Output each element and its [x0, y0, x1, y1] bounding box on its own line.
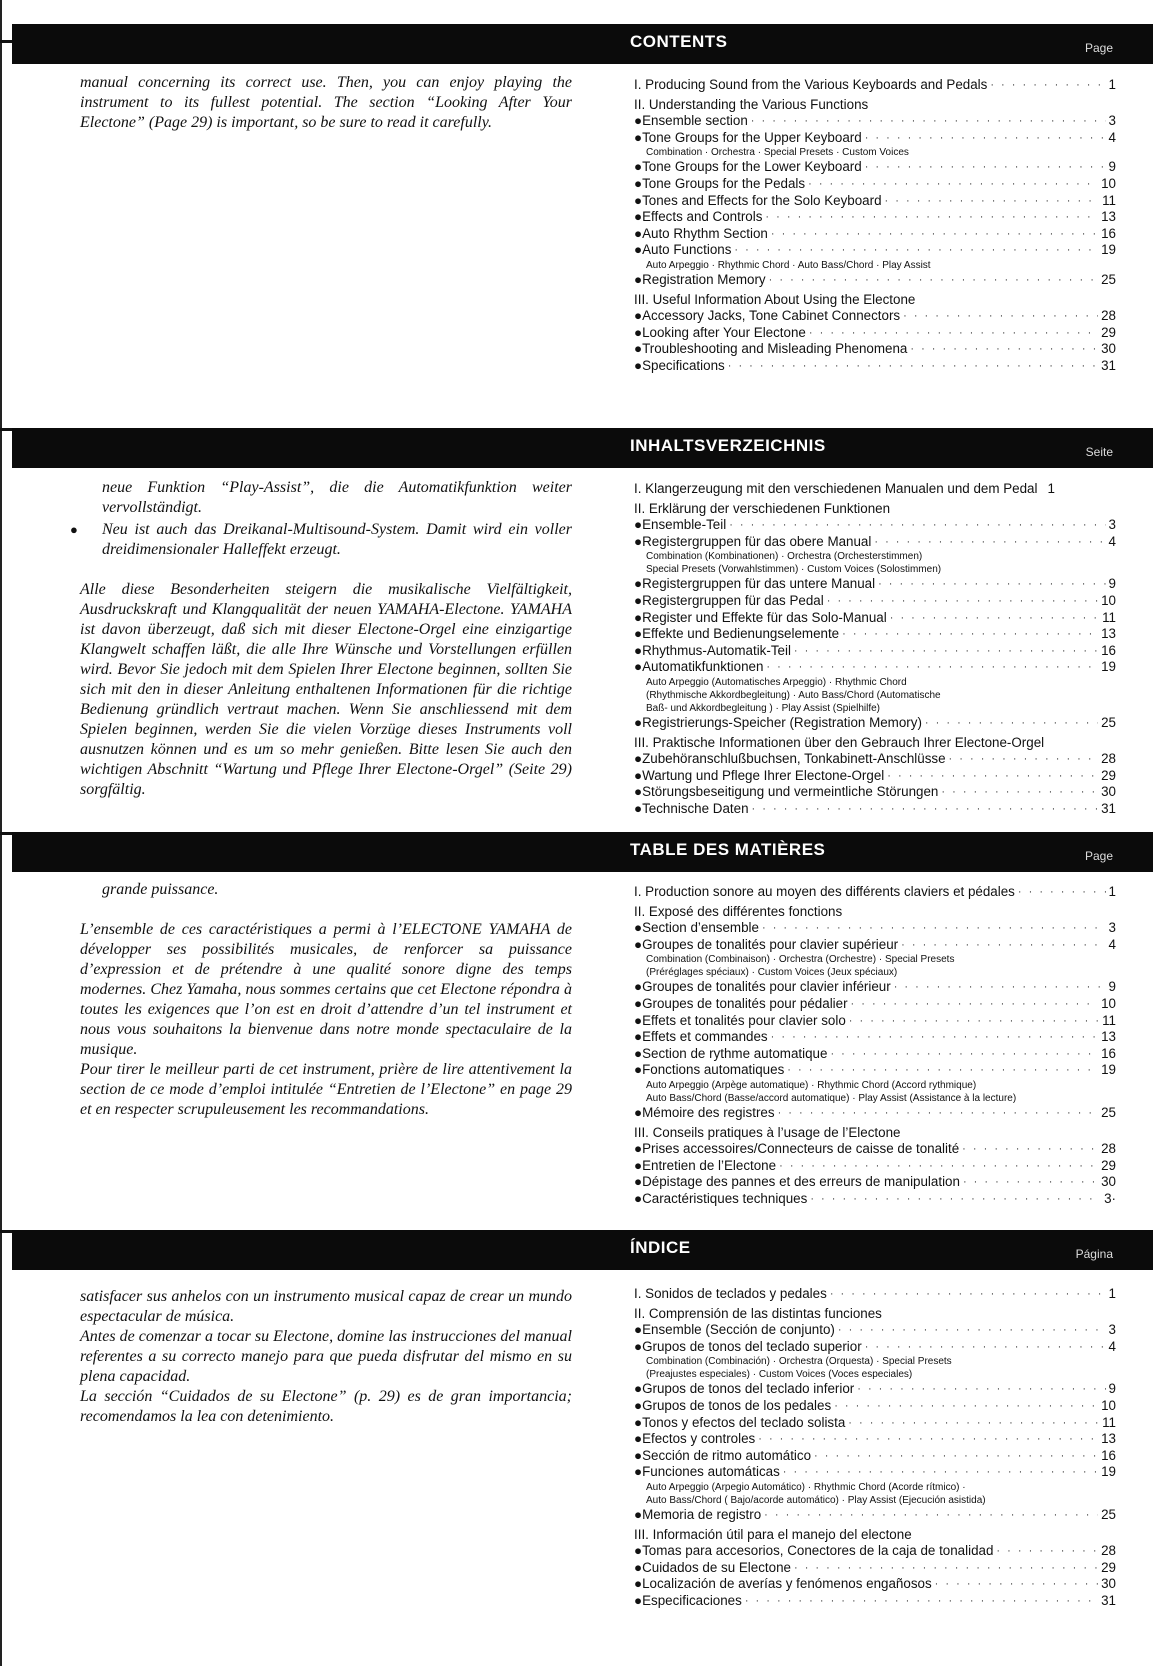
section-header-bar	[12, 428, 1153, 468]
table-of-contents	[634, 1283, 1116, 1610]
toc-entry	[634, 1046, 1116, 1063]
toc-subentry: Auto Arpeggio (Arpegio Automático) · Rhythmic Chord (Acorde rítmico) ·	[646, 1481, 966, 1493]
toc-entry-label: ●Grupos de tonos del teclado superior	[634, 1338, 862, 1354]
toc-page-number: 19	[1101, 242, 1116, 258]
intro-text	[80, 1287, 572, 1427]
toc-page-number: 31	[1101, 1592, 1116, 1608]
toc-entry-label: ●Registergruppen für das Pedal	[634, 592, 824, 608]
intro-lead: grande puissance.	[102, 881, 219, 898]
dot-leader	[894, 979, 1106, 996]
toc-page-number: 30	[1101, 341, 1116, 357]
toc-entry-label: ●Störungsbeseitigung und vermeintliche Störungen	[634, 784, 939, 800]
toc-entry	[634, 626, 1116, 643]
toc-entry-label: II. Comprensión de las distintas funciones	[634, 1305, 882, 1321]
section-header-bar	[12, 24, 1153, 64]
toc-page-number: 3	[1108, 920, 1116, 936]
toc-page-number: 29	[1101, 1559, 1116, 1575]
dot-leader	[874, 534, 1105, 551]
page-column-label: Page	[1084, 849, 1113, 863]
toc-entry	[634, 1415, 1116, 1432]
toc-entry-label: ●Registergruppen für das untere Manual	[634, 576, 876, 592]
toc-entry-label: II. Understanding the Various Functions	[634, 96, 869, 112]
toc-page-number: 1	[1108, 77, 1116, 92]
toc-entry-label: ●Funciones automáticas	[634, 1464, 780, 1480]
toc-entry-label: ●Auto Functions	[634, 242, 732, 258]
section-header-bar	[12, 1230, 1153, 1270]
intro-lead: neue Funktion “Play-Assist”, die die Automatikfunktion weiter vervollständigt.	[102, 479, 572, 516]
dot-leader	[996, 1543, 1098, 1560]
toc-entry-label: ●Tonos y efectos del teclado solista	[634, 1414, 846, 1430]
toc-page-number: 16	[1101, 225, 1116, 241]
dot-leader	[949, 751, 1099, 768]
toc-entry-label: I. Producing Sound from the Various Keyboards and Pedals	[634, 77, 988, 92]
toc-entry	[634, 308, 1116, 325]
toc-page-number: 16	[1101, 642, 1116, 658]
toc-page-number: 30	[1101, 1576, 1116, 1592]
toc-page-number: 13	[1101, 626, 1116, 642]
intro-text	[80, 73, 572, 133]
table-of-contents	[634, 881, 1116, 1208]
toc-entry-label: ●Registrierungs-Speicher (Registration Memory)	[634, 714, 922, 730]
dot-leader	[963, 1174, 1098, 1191]
dot-leader	[766, 659, 1098, 676]
toc-page-number: 25	[1101, 714, 1116, 730]
toc-entry-label: ●Specifications	[634, 357, 725, 373]
toc-entry-label: ●Groupes de tonalités pour pédalier	[634, 995, 848, 1011]
toc-page-number: 28	[1101, 1543, 1116, 1559]
toc-page-number: 16	[1101, 1447, 1116, 1463]
dot-leader	[751, 113, 1106, 130]
toc-entry	[634, 1448, 1116, 1465]
toc-entry-label: ●Entretien de l’Electone	[634, 1157, 777, 1173]
toc-page-number: 3	[1108, 113, 1116, 129]
dot-leader	[851, 996, 1099, 1013]
toc-entry	[634, 1464, 1116, 1481]
toc-part-heading	[634, 292, 1116, 309]
toc-entry	[634, 1062, 1116, 1079]
page-column-label: Página	[1075, 1247, 1113, 1261]
toc-entry-label: ●Prises accessoires/Connecteurs de caisse de tonalité	[634, 1141, 960, 1157]
toc-part-heading	[634, 904, 1116, 921]
dot-leader	[885, 193, 1100, 210]
toc-entry-label: ●Effekte und Bedienungselemente	[634, 626, 840, 642]
dot-leader	[849, 1013, 1099, 1030]
toc-entry	[634, 1593, 1116, 1610]
intro-paragraph: L’ensemble de ces caractéristiques a permi à l’ELECTONE YAMAHA de développer ses possibilités musicales, de renforcer sa puissance d’expression et de prétendre à une qualité sonore digne des temps modernes. Chez Yamaha, nous sommes certains que cet Electone répondra à toutes les exigences que l’on est en droit d’attendre d’un tel instrument et nous vous souhaitons la bienvenue dans notre monde spectaculaire de la musique.	[80, 921, 572, 1058]
toc-entry-label: ●Wartung und Pflege Ihrer Electone-Orgel	[634, 767, 885, 783]
toc-subentry: Combination (Combinación) · Orchestra (Orquesta) · Special Presets	[646, 1356, 952, 1368]
toc-page-number: 1	[1108, 884, 1116, 899]
dot-leader	[935, 1576, 1098, 1593]
toc-entry	[634, 325, 1116, 342]
toc-page-number: 1	[1108, 1286, 1116, 1301]
page-column-label: Seite	[1085, 445, 1113, 459]
dot-leader	[769, 272, 1098, 289]
toc-entry	[634, 1158, 1116, 1175]
toc-entry-label: III. Praktische Informationen über den Gebrauch Ihrer Electone-Orgel	[634, 734, 1045, 750]
toc-entry-label: ●Tone Groups for the Upper Keyboard	[634, 129, 862, 145]
toc-subentry: Auto Arpeggio (Automatisches Arpeggio) · Rhythmic Chord	[646, 676, 907, 688]
page-column-label: Page	[1084, 41, 1113, 55]
toc-entry	[634, 920, 1116, 937]
toc-entry-label: ●Ensemble-Teil	[634, 517, 727, 533]
dot-leader	[830, 1046, 1098, 1063]
toc-entry	[634, 784, 1116, 801]
toc-entry	[634, 193, 1116, 210]
dot-leader	[762, 920, 1106, 937]
toc-entry-label: ●Grupos de tonos de los pedales	[634, 1397, 832, 1413]
intro-paragraph: La sección “Cuidados de su Electone” (p. 29) es de gran importancia; recomendamos la lea con detenimiento.	[80, 1388, 572, 1425]
toc-entry-label: ●Mémoire des registres	[634, 1104, 775, 1120]
toc-entry-label: ●Effets et commandes	[634, 1029, 768, 1045]
table-of-contents	[634, 74, 1116, 375]
dot-leader	[925, 715, 1098, 732]
dot-leader	[1018, 884, 1106, 901]
dot-leader	[765, 209, 1098, 226]
toc-entry-label: ●Cuidados de su Electone	[634, 1559, 791, 1575]
toc-part-heading	[634, 884, 1116, 901]
dot-leader	[848, 1415, 1099, 1432]
toc-page-number: 30	[1101, 1174, 1116, 1190]
toc-entry-label: I. Production sonore au moyen des différents claviers et pédales	[634, 884, 1015, 899]
toc-entry	[634, 1381, 1116, 1398]
toc-entry	[634, 659, 1116, 676]
toc-entry-label: ●Especificaciones	[634, 1592, 742, 1608]
toc-page-number: 29	[1101, 1157, 1116, 1173]
toc-page-number: 3·	[1104, 1190, 1116, 1206]
toc-entry-label: ●Rhythmus-Automatik-Teil	[634, 642, 791, 658]
toc-page-number: 11	[1102, 1012, 1116, 1028]
section-title: INHALTSVERZEICHNIS	[630, 436, 826, 455]
toc-entry	[634, 1543, 1116, 1560]
intro-text	[80, 880, 572, 1120]
toc-subentry: Auto Arpeggio · Rhythmic Chord · Auto Bass/Chord · Play Assist	[646, 259, 931, 271]
toc-page-number: 3	[1108, 1322, 1116, 1338]
toc-part-heading	[634, 481, 1116, 498]
toc-part-heading	[634, 1286, 1116, 1303]
toc-entry	[634, 1174, 1116, 1191]
intro-paragraph: Alle diese Besonderheiten steigern die musikalische Vielfältigkeit, Ausdruckskraft und Klangqualität der neuen YAMAHA-Electone. YAMAHA ist davon überzeugt, daß sich mit dieser Electone-Orgel eine einzigartige Klangwelt schaffen läßt, die alle Ihre Wünsche und Vorstellungen erfüllen wird. Bevor Sie jedoch mit dem Spielen Ihrer Electone beginnen, sollten Sie sich mit den in dieser Anleitung enthaltenen Informationen für die richtige Bedienung gründlich vertraut machen. Wenn Sie anschliessend mit dem Spielen beginnen, werden Sie die vielen Vorzüge dieses Instruments voll ausnutzen können und es um so mehr genießen. Bitte lesen Sie auch den wichtigen Abschnitt “Wartung und Pflege Ihrer Electone-Orgel” (Seite 29) sorgfältig.	[80, 581, 572, 798]
table-of-contents	[634, 478, 1116, 818]
dot-leader	[771, 1029, 1098, 1046]
dot-leader	[734, 242, 1098, 259]
toc-page-number: 25	[1101, 271, 1116, 287]
toc-subentry: (Rhythmische Akkordbegleitung) · Auto Bass/Chord (Automatische	[646, 689, 941, 701]
toc-part-heading	[634, 735, 1116, 752]
toc-page-number: 9	[1108, 159, 1116, 175]
toc-entry	[634, 576, 1116, 593]
toc-entry	[634, 1141, 1116, 1158]
toc-entry-label: III. Useful Information About Using the Electone	[634, 291, 916, 307]
intro-paragraph: Pour tirer le meilleur parti de cet instrument, prière de lire attentivement la section de ce mode d’emploi intitulée “Entretien de l’Electone” en page 29 et en respecter scrupuleusement les recommandations.	[80, 1061, 572, 1118]
toc-entry	[634, 1029, 1116, 1046]
toc-entry-label: III. Información útil para el manejo del electone	[634, 1526, 912, 1542]
dot-leader	[729, 517, 1105, 534]
toc-entry	[634, 1507, 1116, 1524]
toc-entry	[634, 1560, 1116, 1577]
toc-entry	[634, 1431, 1116, 1448]
dot-leader	[838, 1322, 1106, 1339]
toc-entry-label: I. Klangerzeugung mit den verschiedenen Manualen und dem Pedal	[634, 481, 1038, 496]
toc-page-number: 3	[1108, 517, 1116, 533]
dot-leader	[810, 1191, 1101, 1208]
toc-entry	[634, 358, 1116, 375]
dot-leader	[865, 130, 1106, 147]
toc-entry-label: ●Effets et tonalités pour clavier solo	[634, 1012, 846, 1028]
dot-leader	[910, 341, 1098, 358]
toc-part-heading	[634, 501, 1116, 518]
toc-entry-label: ●Grupos de tonos del teclado inferior	[634, 1381, 855, 1397]
toc-entry	[634, 209, 1116, 226]
dot-leader	[827, 593, 1098, 610]
toc-entry	[634, 534, 1116, 551]
toc-page-number: 10	[1101, 175, 1116, 191]
toc-page-number: 29	[1101, 324, 1116, 340]
toc-page-number: 19	[1101, 659, 1116, 675]
toc-page-number: 13	[1101, 1431, 1116, 1447]
toc-entry	[634, 979, 1116, 996]
toc-entry-label: ●Groupes de tonalités pour clavier inférieur	[634, 979, 891, 995]
toc-entry-label: ●Registration Memory	[634, 271, 766, 287]
dot-leader	[814, 1448, 1098, 1465]
section-header-bar	[12, 832, 1153, 872]
toc-entry	[634, 1013, 1116, 1030]
toc-subentry: (Preajustes especiales) · Custom Voices (Voces especiales)	[646, 1369, 913, 1381]
dot-leader	[778, 1105, 1099, 1122]
dot-leader	[890, 610, 1099, 627]
toc-entry-label: ●Registergruppen für das obere Manual	[634, 533, 872, 549]
toc-part-heading	[634, 97, 1116, 114]
toc-entry	[634, 751, 1116, 768]
toc-entry	[634, 593, 1116, 610]
toc-page-number: 28	[1101, 1141, 1116, 1157]
toc-page-number: 31	[1101, 800, 1116, 816]
dot-leader	[764, 1507, 1098, 1524]
toc-entry-label: ●Section de rythme automatique	[634, 1045, 828, 1061]
toc-entry	[634, 1322, 1116, 1339]
dot-leader	[857, 1381, 1105, 1398]
toc-page-number: 4	[1108, 129, 1116, 145]
toc-entry	[634, 226, 1116, 243]
toc-page-number: 30	[1101, 784, 1116, 800]
toc-entry-label: ●Register und Effekte für das Solo-Manual	[634, 609, 887, 625]
toc-entry	[634, 341, 1116, 358]
dot-leader	[865, 159, 1106, 176]
dot-leader	[745, 1593, 1098, 1610]
dot-leader	[794, 1560, 1098, 1577]
toc-entry-label: ●Caractéristiques techniques	[634, 1190, 808, 1206]
toc-page-number: 4	[1108, 936, 1116, 952]
intro-bullet: ● Neu ist auch das Dreikanal-Multisound-System. Damit wird ein voller dreidimensionaler Halleffekt erzeugt.	[80, 520, 572, 560]
toc-page-number: 19	[1101, 1464, 1116, 1480]
toc-entry-label: ●Ensemble section	[634, 113, 748, 129]
toc-subentry: Auto Bass/Chord (Basse/accord automatique) · Play Assist (Assistance à la lecture)	[646, 1092, 1017, 1104]
toc-entry	[634, 242, 1116, 259]
toc-entry-label: ●Tone Groups for the Pedals	[634, 175, 806, 191]
toc-entry-label: ●Troubleshooting and Misleading Phenomena	[634, 341, 908, 357]
toc-entry-label: ●Technische Daten	[634, 800, 749, 816]
dot-leader	[728, 358, 1098, 375]
toc-entry	[634, 113, 1116, 130]
toc-entry	[634, 801, 1116, 818]
toc-page-number: 4	[1108, 1338, 1116, 1354]
toc-subentry: Combination · Orchestra · Special Presets · Custom Voices	[646, 147, 909, 159]
toc-entry-label: ●Sección de ritmo automático	[634, 1447, 812, 1463]
toc-page-number: 10	[1101, 995, 1116, 1011]
toc-subentry: Baß- und Akkordbegleitung ) · Play Assist (Spielhilfe)	[646, 702, 880, 714]
dot-leader	[941, 784, 1098, 801]
dot-leader	[771, 226, 1098, 243]
toc-entry	[634, 937, 1116, 954]
toc-subentry: Special Presets (Vorwahlstimmen) · Custom Voices (Solostimmen)	[646, 564, 942, 576]
dot-leader	[887, 768, 1098, 785]
toc-page-number: 25	[1101, 1104, 1116, 1120]
section-title: TABLE DES MATIÈRES	[630, 840, 826, 859]
toc-page-number: 25	[1101, 1506, 1116, 1522]
toc-entry	[634, 1398, 1116, 1415]
toc-page-number: 9	[1108, 576, 1116, 592]
toc-entry	[634, 176, 1116, 193]
toc-page-number: 13	[1101, 209, 1116, 225]
intro-text	[80, 478, 572, 800]
toc-entry	[634, 1576, 1116, 1593]
dot-leader	[779, 1158, 1098, 1175]
toc-page-number: 9	[1108, 1381, 1116, 1397]
toc-entry	[634, 1105, 1116, 1122]
dot-leader	[865, 1339, 1106, 1356]
toc-entry	[634, 610, 1116, 627]
toc-page-number: 9	[1108, 979, 1116, 995]
toc-entry-label: ●Efectos y controles	[634, 1431, 756, 1447]
dot-leader	[878, 576, 1105, 593]
dot-leader	[808, 176, 1098, 193]
toc-entry	[634, 130, 1116, 147]
toc-entry	[634, 996, 1116, 1013]
intro-paragraph: Antes de comenzar a tocar su Electone, domine las instrucciones del manual referentes a su correcto manejo para que pueda disfrutar del mismo en su plena capacidad.	[80, 1328, 572, 1385]
dot-leader	[842, 626, 1098, 643]
intro-paragraph: satisfacer sus anhelos con un instrumento musical capaz de crear un mundo espectacular de música.	[80, 1288, 572, 1325]
toc-entry-label: II. Erklärung der verschiedenen Funktionen	[634, 500, 891, 516]
dot-leader	[787, 1062, 1098, 1079]
section-title: CONTENTS	[630, 32, 728, 51]
toc-page-number: 11	[1102, 1414, 1116, 1430]
toc-page-number: 28	[1101, 308, 1116, 324]
toc-part-heading	[634, 77, 1116, 94]
toc-subentry: Auto Bass/Chord ( Bajo/acorde automático) · Play Assist (Ejecución asistida)	[646, 1494, 986, 1506]
toc-entry	[634, 768, 1116, 785]
toc-entry-label: ●Zubehöranschlußbuchsen, Tonkabinett-Anschlüsse	[634, 751, 946, 767]
toc-subentry: (Préréglages spéciaux) · Custom Voices (Jeux spéciaux)	[646, 967, 898, 979]
toc-subentry: Combination (Combinaison) · Orchestra (Orchestre) · Special Presets	[646, 954, 955, 966]
toc-page-number: 31	[1101, 357, 1116, 373]
toc-entry	[634, 1339, 1116, 1356]
toc-entry-label: II. Exposé des différentes fonctions	[634, 903, 843, 919]
toc-entry	[634, 715, 1116, 732]
section-title: ÍNDICE	[630, 1238, 691, 1257]
toc-entry-label: ●Ensemble (Sección de conjunto)	[634, 1322, 835, 1338]
toc-entry-label: ●Localización de averías y fenómenos engañosos	[634, 1576, 932, 1592]
toc-entry-label: ●Auto Rhythm Section	[634, 225, 768, 241]
toc-subentry: Auto Arpeggio (Arpège automatique) · Rhythmic Chord (Accord rythmique)	[646, 1079, 977, 1091]
toc-part-heading	[634, 1125, 1116, 1142]
dot-leader	[758, 1431, 1098, 1448]
toc-page-number: 10	[1101, 592, 1116, 608]
toc-page-number: 10	[1101, 1397, 1116, 1413]
toc-entry-label: ●Tomas para accesorios, Conectores de la caja de tonalidad	[634, 1543, 994, 1559]
toc-entry-label: ●Memoria de registro	[634, 1506, 762, 1522]
toc-entry-label: ●Dépistage des pannes et des erreurs de manipulation	[634, 1174, 960, 1190]
dot-leader	[752, 801, 1099, 818]
toc-page-number: 19	[1101, 1062, 1116, 1078]
toc-entry-label: ●Section d’ensemble	[634, 920, 759, 936]
dot-leader	[783, 1464, 1098, 1481]
dot-leader	[990, 77, 1105, 94]
toc-part-heading	[634, 1527, 1116, 1544]
toc-entry	[634, 1191, 1116, 1208]
toc-page-number: 16	[1101, 1045, 1116, 1061]
toc-entry-label: ●Fonctions automatiques	[634, 1062, 785, 1078]
toc-entry-label: ●Tone Groups for the Lower Keyboard	[634, 159, 862, 175]
toc-page-number: 29	[1101, 767, 1116, 783]
toc-page-number: 11	[1102, 609, 1116, 625]
toc-part-heading	[634, 1306, 1116, 1323]
dot-leader	[809, 325, 1098, 342]
dot-leader	[834, 1398, 1098, 1415]
dot-leader	[903, 308, 1098, 325]
dot-leader	[830, 1286, 1106, 1303]
toc-entry-label: I. Sonidos de teclados y pedales	[634, 1286, 827, 1301]
toc-entry-label: ●Looking after Your Electone	[634, 324, 806, 340]
toc-page-number: 11	[1102, 192, 1116, 208]
toc-entry-label: ●Automatikfunktionen	[634, 659, 764, 675]
toc-entry-label: ●Tones and Effects for the Solo Keyboard	[634, 192, 882, 208]
dot-leader	[794, 643, 1098, 660]
toc-entry-label: III. Conseils pratiques à l’usage de l’Electone	[634, 1124, 901, 1140]
toc-entry	[634, 517, 1116, 534]
toc-entry-label: ●Groupes de tonalités pour clavier supérieur	[634, 936, 899, 952]
toc-page-number: 28	[1101, 751, 1116, 767]
toc-entry-label: ●Accessory Jacks, Tone Cabinet Connectors	[634, 308, 901, 324]
toc-entry	[634, 159, 1116, 176]
dot-leader	[962, 1141, 1098, 1158]
toc-page-number: 13	[1101, 1029, 1116, 1045]
toc-page-number: 4	[1108, 533, 1116, 549]
toc-entry	[634, 272, 1116, 289]
toc-page-number: 1	[1047, 481, 1055, 496]
toc-subentry: Combination (Kombinationen) · Orchestra (Orchesterstimmen)	[646, 551, 923, 563]
intro-paragraph: manual concerning its correct use. Then, you can enjoy playing the instrument to its fullest potential. The section “Looking After Your Electone” (Page 29) is important, so be sure to read it carefully.	[80, 74, 572, 131]
toc-entry	[634, 643, 1116, 660]
dot-leader	[901, 937, 1105, 954]
toc-entry-label: ●Effects and Controls	[634, 209, 763, 225]
